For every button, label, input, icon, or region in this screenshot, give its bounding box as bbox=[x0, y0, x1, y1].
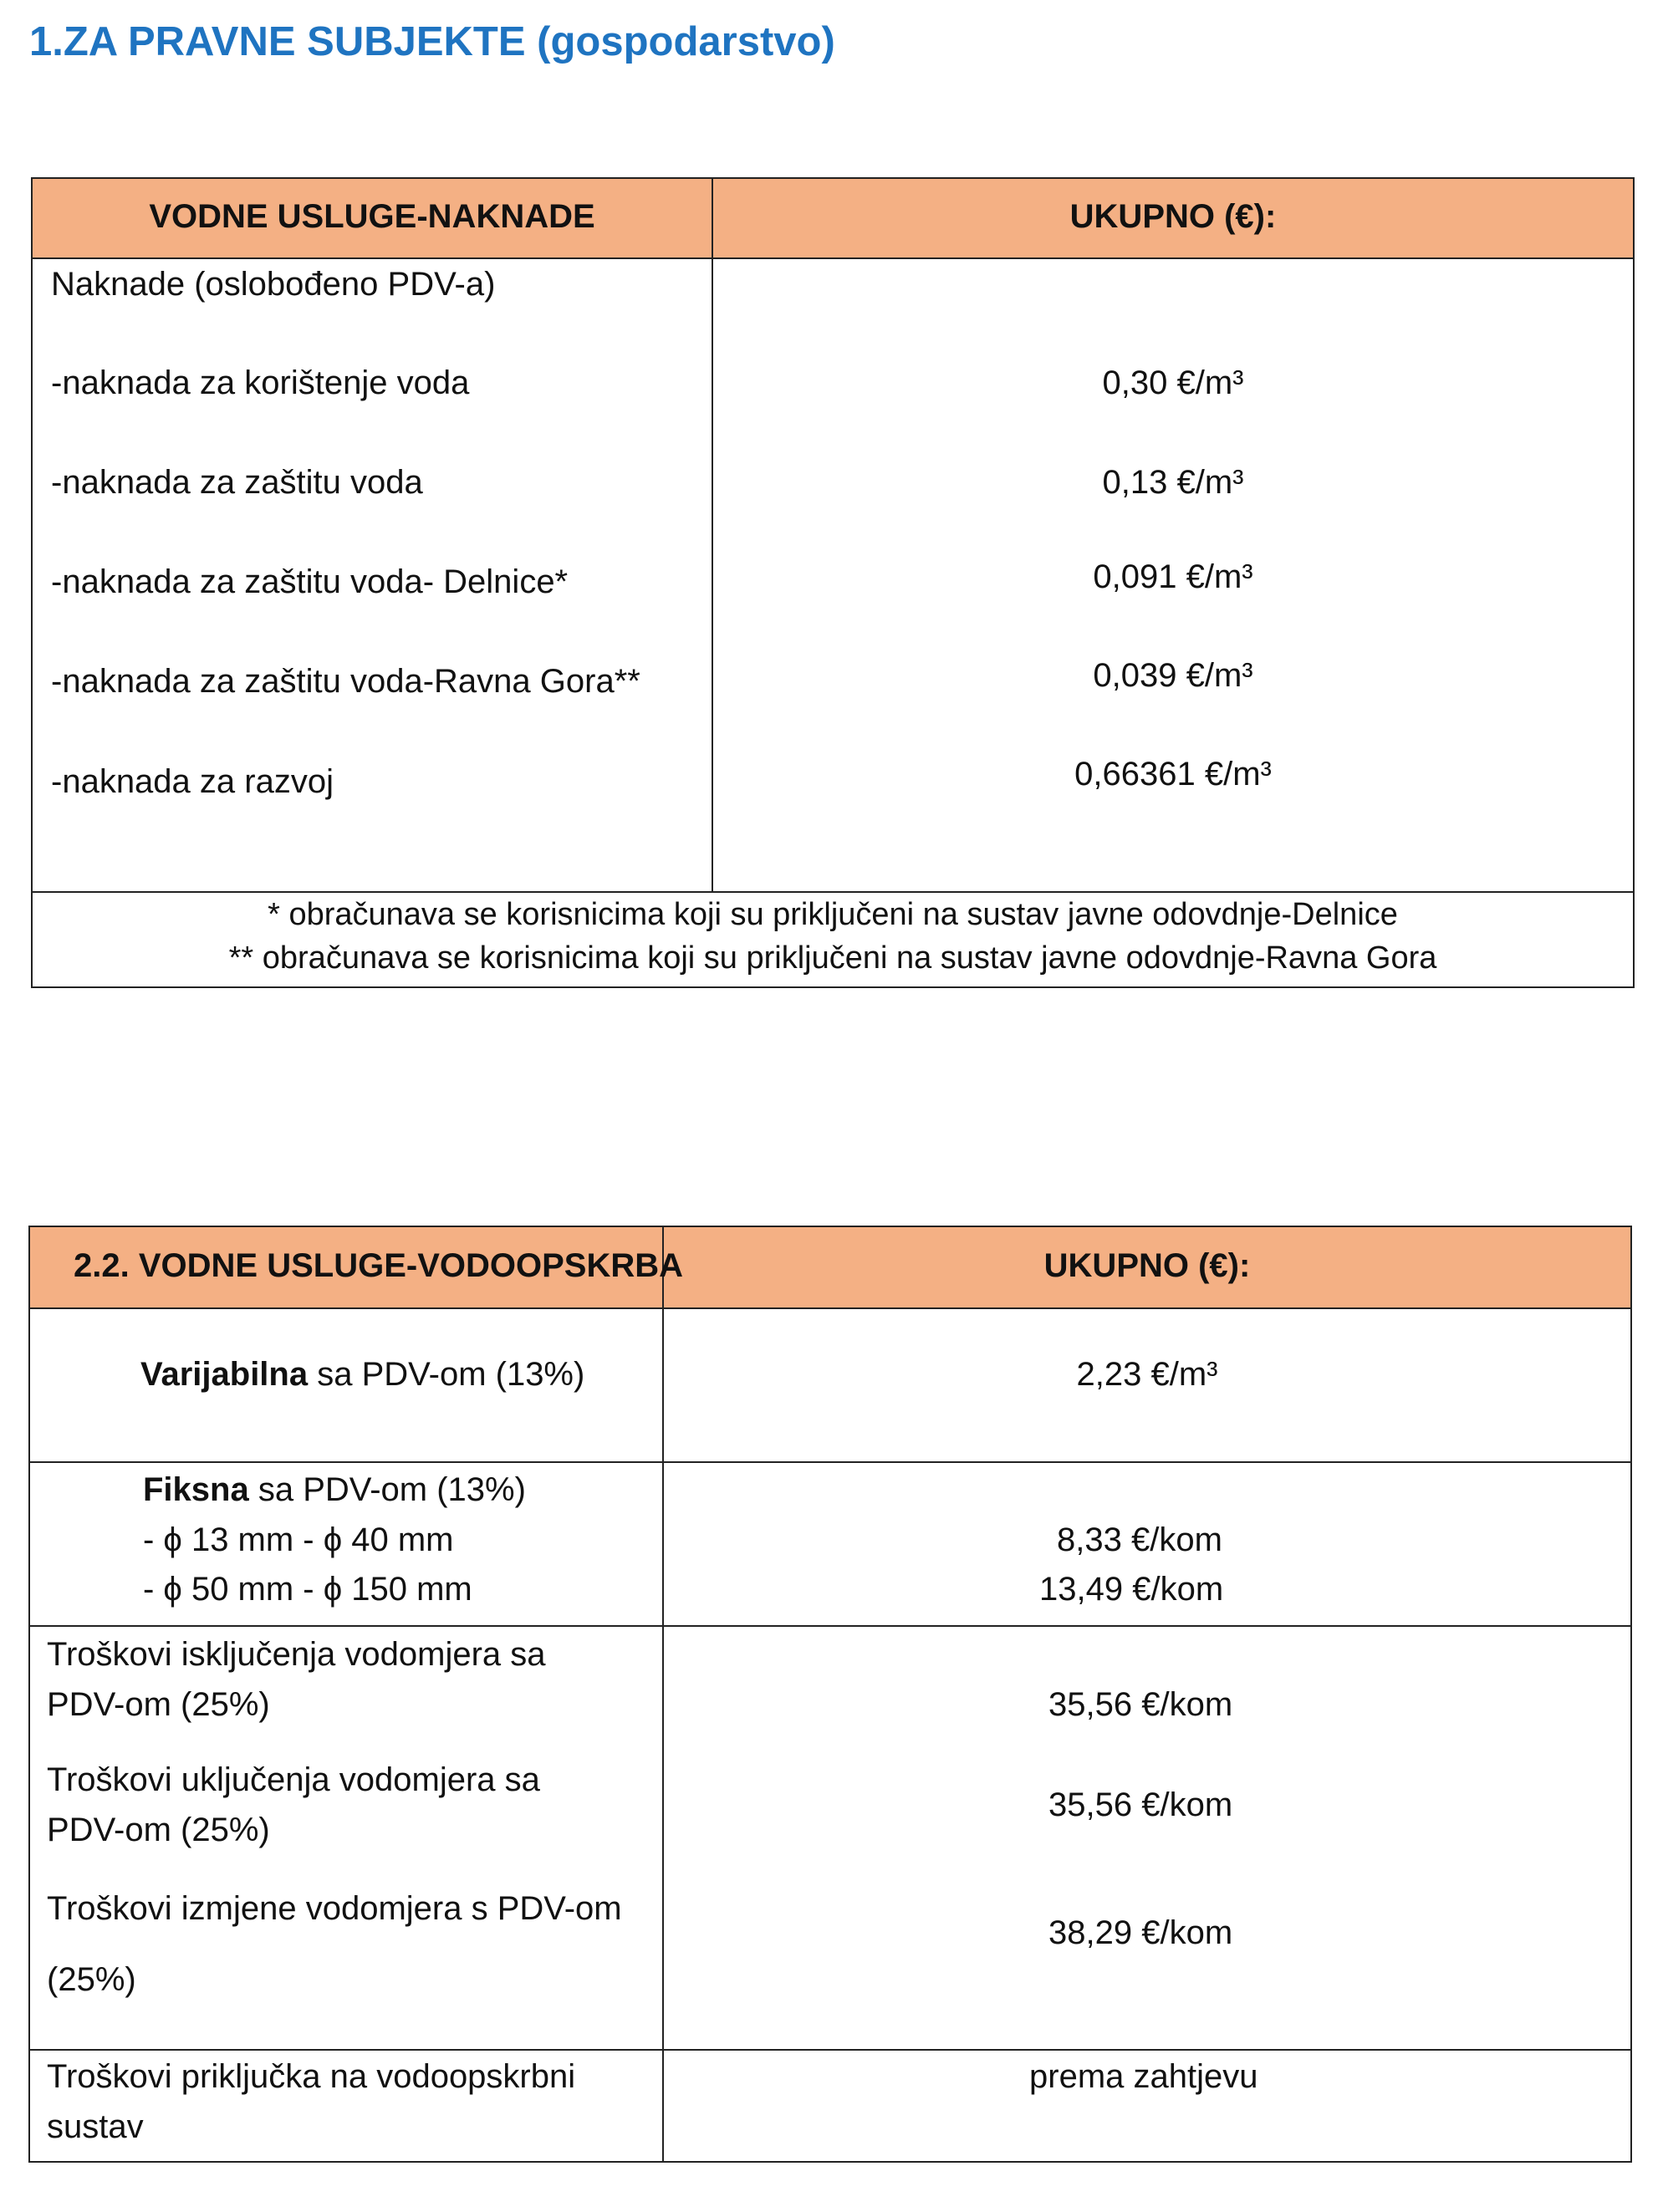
fee-label: -naknada za razvoj bbox=[51, 763, 334, 800]
supply-header-right: UKUPNO (€): bbox=[1043, 1247, 1251, 1284]
page-title: 1.ZA PRAVNE SUBJEKTE (gospodarstvo) bbox=[29, 19, 835, 64]
fee-label: -naknada za zaštitu voda bbox=[51, 464, 423, 501]
disconnect-value: 35,56 €/kom bbox=[1048, 1686, 1233, 1723]
connect-label-2: PDV-om (25%) bbox=[47, 1812, 270, 1848]
supply-header-left: 2.2. VODNE USLUGE-VODOOPSKRBA bbox=[74, 1247, 684, 1284]
fixed-value-small: 8,33 €/kom bbox=[1057, 1521, 1222, 1558]
fixed-diameter-large: - ϕ 50 mm - ϕ 150 mm bbox=[143, 1571, 472, 1608]
footnote-delnice: * obračunava se korisnicima koji su priključeni na sustav javne odovdnje-Delnice bbox=[268, 897, 1398, 932]
fee-value: 0,091 €/m³ bbox=[1093, 558, 1253, 595]
connect-label-1: Troškovi uključenja vodomjera sa bbox=[47, 1761, 540, 1798]
replace-label-1: Troškovi izmjene vodomjera s PDV-om bbox=[47, 1890, 622, 1927]
variable-label-bold: Varijabilna bbox=[140, 1356, 309, 1393]
connection-label-1: Troškovi priključka na vodoopskrbni bbox=[47, 2058, 576, 2095]
fees-section-label: Naknade (oslobođeno PDV-a) bbox=[51, 266, 496, 303]
fixed-label-rest: sa PDV-om (13%) bbox=[248, 1471, 526, 1508]
fee-value: 0,66361 €/m³ bbox=[1074, 756, 1272, 793]
fee-value: 0,13 €/m³ bbox=[1102, 464, 1244, 501]
replace-label-2: (25%) bbox=[47, 1961, 136, 1998]
fees-header-left: VODNE USLUGE-NAKNADE bbox=[149, 198, 595, 235]
footnote-ravna-gora: ** obračunava se korisnicima koji su priključeni na sustav javne odovdnje-Ravna Gora bbox=[228, 940, 1437, 976]
fee-label: -naknada za zaštitu voda-Ravna Gora** bbox=[51, 663, 640, 700]
fee-value: 0,039 €/m³ bbox=[1093, 657, 1253, 694]
connect-value: 35,56 €/kom bbox=[1048, 1786, 1233, 1823]
replace-value: 38,29 €/kom bbox=[1048, 1914, 1233, 1951]
fixed-value-large: 13,49 €/kom bbox=[1039, 1571, 1224, 1608]
fixed-label bbox=[143, 1470, 526, 1510]
disconnect-label-1: Troškovi isključenja vodomjera sa bbox=[47, 1636, 546, 1673]
water-supply-table bbox=[28, 1226, 1632, 2163]
fixed-diameter-small: - ϕ 13 mm - ϕ 40 mm bbox=[143, 1521, 454, 1558]
fixed-label-bold: Fiksna bbox=[143, 1471, 249, 1508]
connection-label-2: sustav bbox=[47, 2108, 144, 2145]
connection-value: prema zahtjevu bbox=[1029, 2058, 1258, 2095]
variable-label-rest: sa PDV-om (13%) bbox=[308, 1356, 585, 1393]
fees-table bbox=[31, 177, 1635, 988]
fees-header-right: UKUPNO (€): bbox=[1069, 198, 1277, 235]
fee-label: -naknada za korištenje voda bbox=[51, 364, 470, 401]
variable-label bbox=[140, 1354, 584, 1394]
fee-value: 0,30 €/m³ bbox=[1102, 364, 1244, 401]
variable-value: 2,23 €/m³ bbox=[1076, 1356, 1218, 1393]
disconnect-label-2: PDV-om (25%) bbox=[47, 1686, 270, 1723]
fee-label: -naknada za zaštitu voda- Delnice* bbox=[51, 563, 569, 600]
